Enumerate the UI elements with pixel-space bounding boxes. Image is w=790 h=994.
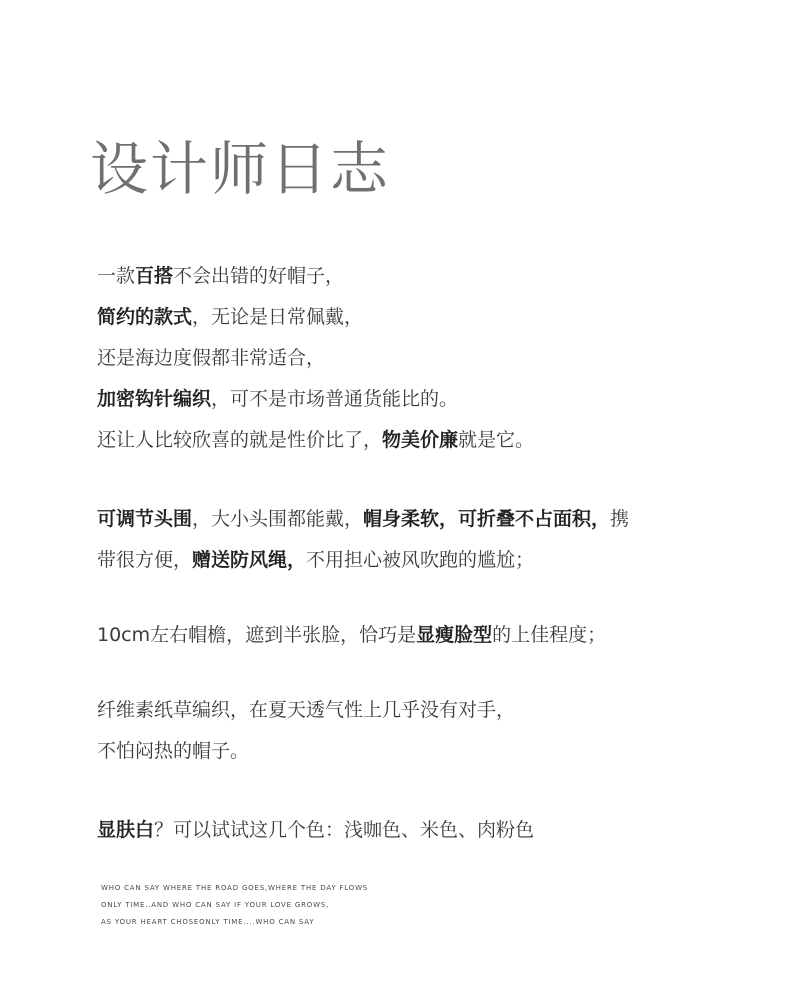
body-text: 一款 [97,265,136,287]
text-line [97,297,737,338]
page-title: 设计师日志 [90,135,391,203]
body-text: 带很方便， [97,549,193,571]
body-text: 10cm左右帽檐，遮到半张脸，恰巧是 [97,624,417,646]
highlight-text: 帽身柔软，可折叠不占面积， [363,508,611,530]
body-text: 还是海边度假都非常适合， [97,347,326,369]
footer-line: AS YOUR HEART CHOSEONLY TIME....WHO CAN SAY [101,918,315,926]
text-line [97,690,737,731]
highlight-text: 物美价廉 [382,429,459,451]
paragraph-gap [97,581,737,615]
body-text: ，无论是日常佩戴， [192,306,364,328]
body-text: 不会出错的好帽子， [173,265,345,287]
text-line [97,420,737,461]
body-text: ，大小头围都能戴， [192,508,364,530]
text-line [97,256,737,297]
text-line [97,540,737,581]
text-line [97,338,737,379]
paragraph-gap [97,656,737,690]
highlight-text: 百搭 [135,265,174,287]
body-text: 不怕闷热的帽子。 [97,740,250,762]
highlight-text: 赠送防风绳， [192,549,307,571]
body-text: 携 [610,508,630,530]
body-text: 就是它。 [458,429,535,451]
text-line [97,731,737,772]
footer-quote [101,880,368,931]
footer-line: WHO CAN SAY WHERE THE ROAD GOES,WHERE THE DAY FLOWS [101,884,369,892]
paragraph-gap [97,461,737,499]
highlight-text: 加密钩针编织 [97,388,212,410]
article-body [97,256,737,851]
body-text: 还让人比较欣喜的就是性价比了， [97,429,383,451]
highlight-text: 显瘦脸型 [416,624,493,646]
highlight-text: 显肤白 [97,819,155,841]
text-line [97,615,737,656]
paragraph-gap [97,772,737,810]
text-line [97,810,737,851]
body-text: 不用担心被风吹跑的尴尬； [306,549,535,571]
body-text: ？可以试试这几个色：浅咖色、米色、肉粉色 [154,819,535,841]
body-text: 的上佳程度； [492,624,607,646]
body-text: ，可不是市场普通货能比的。 [211,388,459,410]
highlight-text: 简约的款式 [97,306,193,328]
footer-line: ONLY TIME..AND WHO CAN SAY IF YOUR LOVE GROWS, [101,901,330,909]
highlight-text: 可调节头围 [97,508,193,530]
text-line [97,499,737,540]
body-text: 纤维素纸草编织，在夏天透气性上几乎没有对手， [97,699,516,721]
text-line [97,379,737,420]
